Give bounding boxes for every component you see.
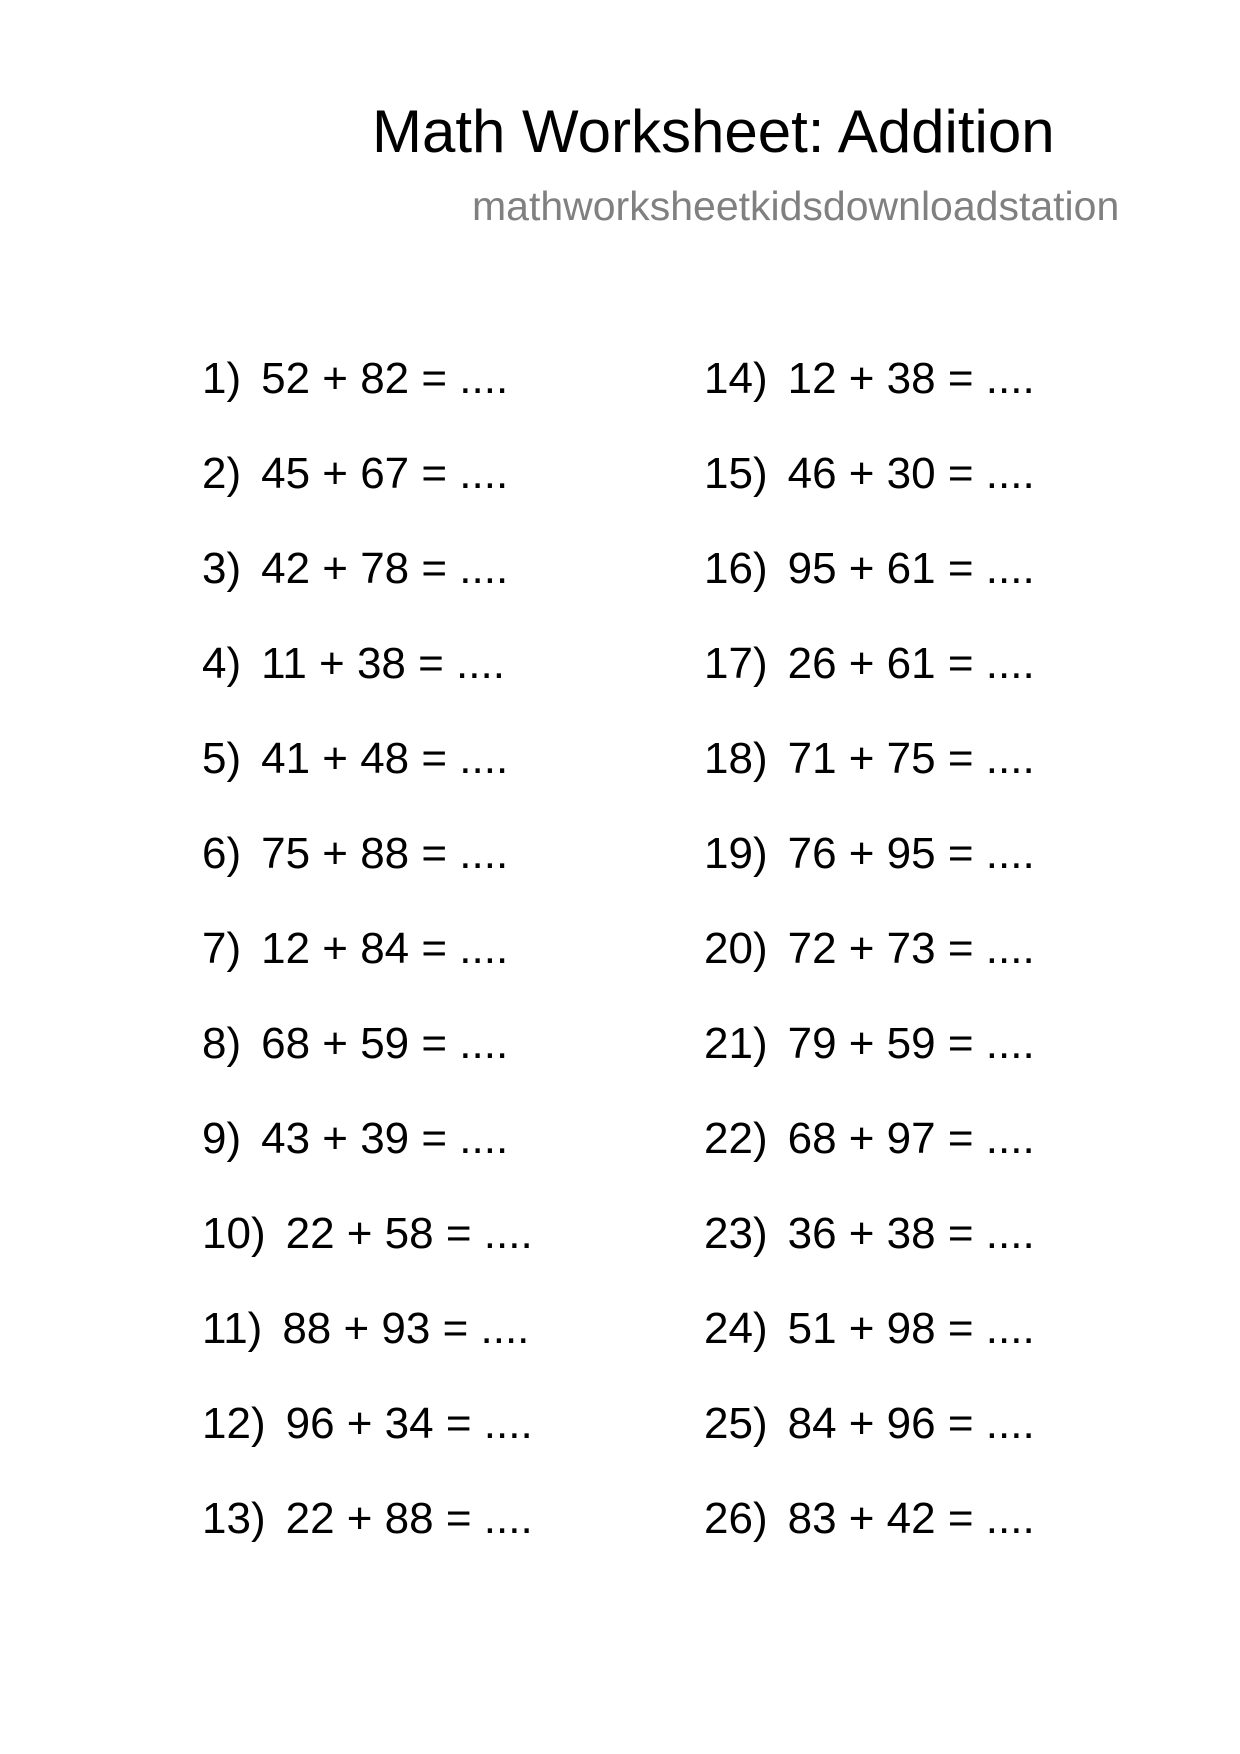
problem-number: 20) [704, 924, 768, 973]
problem-item [704, 829, 1035, 924]
problem-expression: 52 + 82 = .... [261, 354, 509, 403]
problem-item [704, 924, 1035, 1019]
problem-expression: 68 + 97 = .... [787, 1114, 1035, 1163]
problem-number: 23) [704, 1209, 768, 1258]
problem-number: 14) [704, 354, 768, 403]
problem-number: 3) [202, 544, 242, 593]
problem-item [704, 734, 1035, 829]
problem-item [704, 1019, 1035, 1114]
problem-item [202, 544, 533, 639]
problem-expression: 83 + 42 = .... [787, 1494, 1035, 1543]
problem-item [202, 1494, 533, 1589]
problem-number: 22) [704, 1114, 768, 1163]
worksheet-source: mathworksheetkidsdownloadstation [472, 183, 1120, 229]
problem-number: 12) [202, 1399, 266, 1448]
problem-item [202, 1209, 533, 1304]
problem-number: 7) [202, 924, 242, 973]
problem-item [704, 449, 1035, 544]
problem-number: 19) [704, 829, 768, 878]
problem-item [704, 544, 1035, 639]
worksheet-title: Math Worksheet: Addition [372, 98, 1055, 165]
problem-number: 21) [704, 1019, 768, 1068]
problem-expression: 36 + 38 = .... [787, 1209, 1035, 1258]
problem-expression: 71 + 75 = .... [787, 734, 1035, 783]
problem-expression: 26 + 61 = .... [787, 639, 1035, 688]
problem-expression: 75 + 88 = .... [261, 829, 509, 878]
problem-number: 24) [704, 1304, 768, 1353]
problem-expression: 43 + 39 = .... [261, 1114, 509, 1163]
problem-number: 4) [202, 639, 242, 688]
problem-item [704, 1304, 1035, 1399]
problem-number: 6) [202, 829, 242, 878]
problem-number: 8) [202, 1019, 242, 1068]
problem-number: 5) [202, 734, 242, 783]
problem-number: 11) [202, 1304, 263, 1353]
problem-item [202, 354, 533, 449]
problem-item [704, 1399, 1035, 1494]
problem-number: 25) [704, 1399, 768, 1448]
problem-number: 15) [704, 449, 768, 498]
problems-right-column [704, 354, 1035, 1589]
problem-item [704, 1209, 1035, 1304]
problem-number: 9) [202, 1114, 242, 1163]
problem-expression: 11 + 38 = .... [261, 639, 505, 688]
problem-expression: 96 + 34 = .... [285, 1399, 533, 1448]
problem-item [202, 829, 533, 924]
problem-expression: 84 + 96 = .... [787, 1399, 1035, 1448]
problem-item [202, 734, 533, 829]
problem-expression: 95 + 61 = .... [787, 544, 1035, 593]
problem-item [704, 1494, 1035, 1589]
problem-number: 16) [704, 544, 768, 593]
problem-item [202, 1114, 533, 1209]
problem-item [202, 1304, 533, 1399]
problem-expression: 76 + 95 = .... [787, 829, 1035, 878]
problem-expression: 51 + 98 = .... [787, 1304, 1035, 1353]
problem-item [202, 1019, 533, 1114]
problem-expression: 46 + 30 = .... [787, 449, 1035, 498]
problem-item [704, 354, 1035, 449]
problem-expression: 22 + 88 = .... [285, 1494, 533, 1543]
problem-expression: 12 + 84 = .... [261, 924, 509, 973]
problem-number: 17) [704, 639, 768, 688]
problem-item [202, 1399, 533, 1494]
problem-expression: 42 + 78 = .... [261, 544, 509, 593]
problem-item [704, 639, 1035, 734]
problem-item [704, 1114, 1035, 1209]
problem-expression: 88 + 93 = .... [282, 1304, 530, 1353]
problem-number: 2) [202, 449, 242, 498]
problems-left-column [202, 354, 533, 1589]
problem-item [202, 924, 533, 1019]
problem-item [202, 639, 533, 734]
problem-item [202, 449, 533, 544]
problem-expression: 45 + 67 = .... [261, 449, 509, 498]
problem-expression: 41 + 48 = .... [261, 734, 509, 783]
problem-number: 10) [202, 1209, 266, 1258]
problem-number: 26) [704, 1494, 768, 1543]
problem-expression: 12 + 38 = .... [787, 354, 1035, 403]
problem-number: 13) [202, 1494, 266, 1543]
problem-expression: 68 + 59 = .... [261, 1019, 509, 1068]
problem-expression: 22 + 58 = .... [285, 1209, 533, 1258]
problem-number: 1) [202, 354, 242, 403]
problem-number: 18) [704, 734, 768, 783]
problem-expression: 79 + 59 = .... [787, 1019, 1035, 1068]
problem-expression: 72 + 73 = .... [787, 924, 1035, 973]
